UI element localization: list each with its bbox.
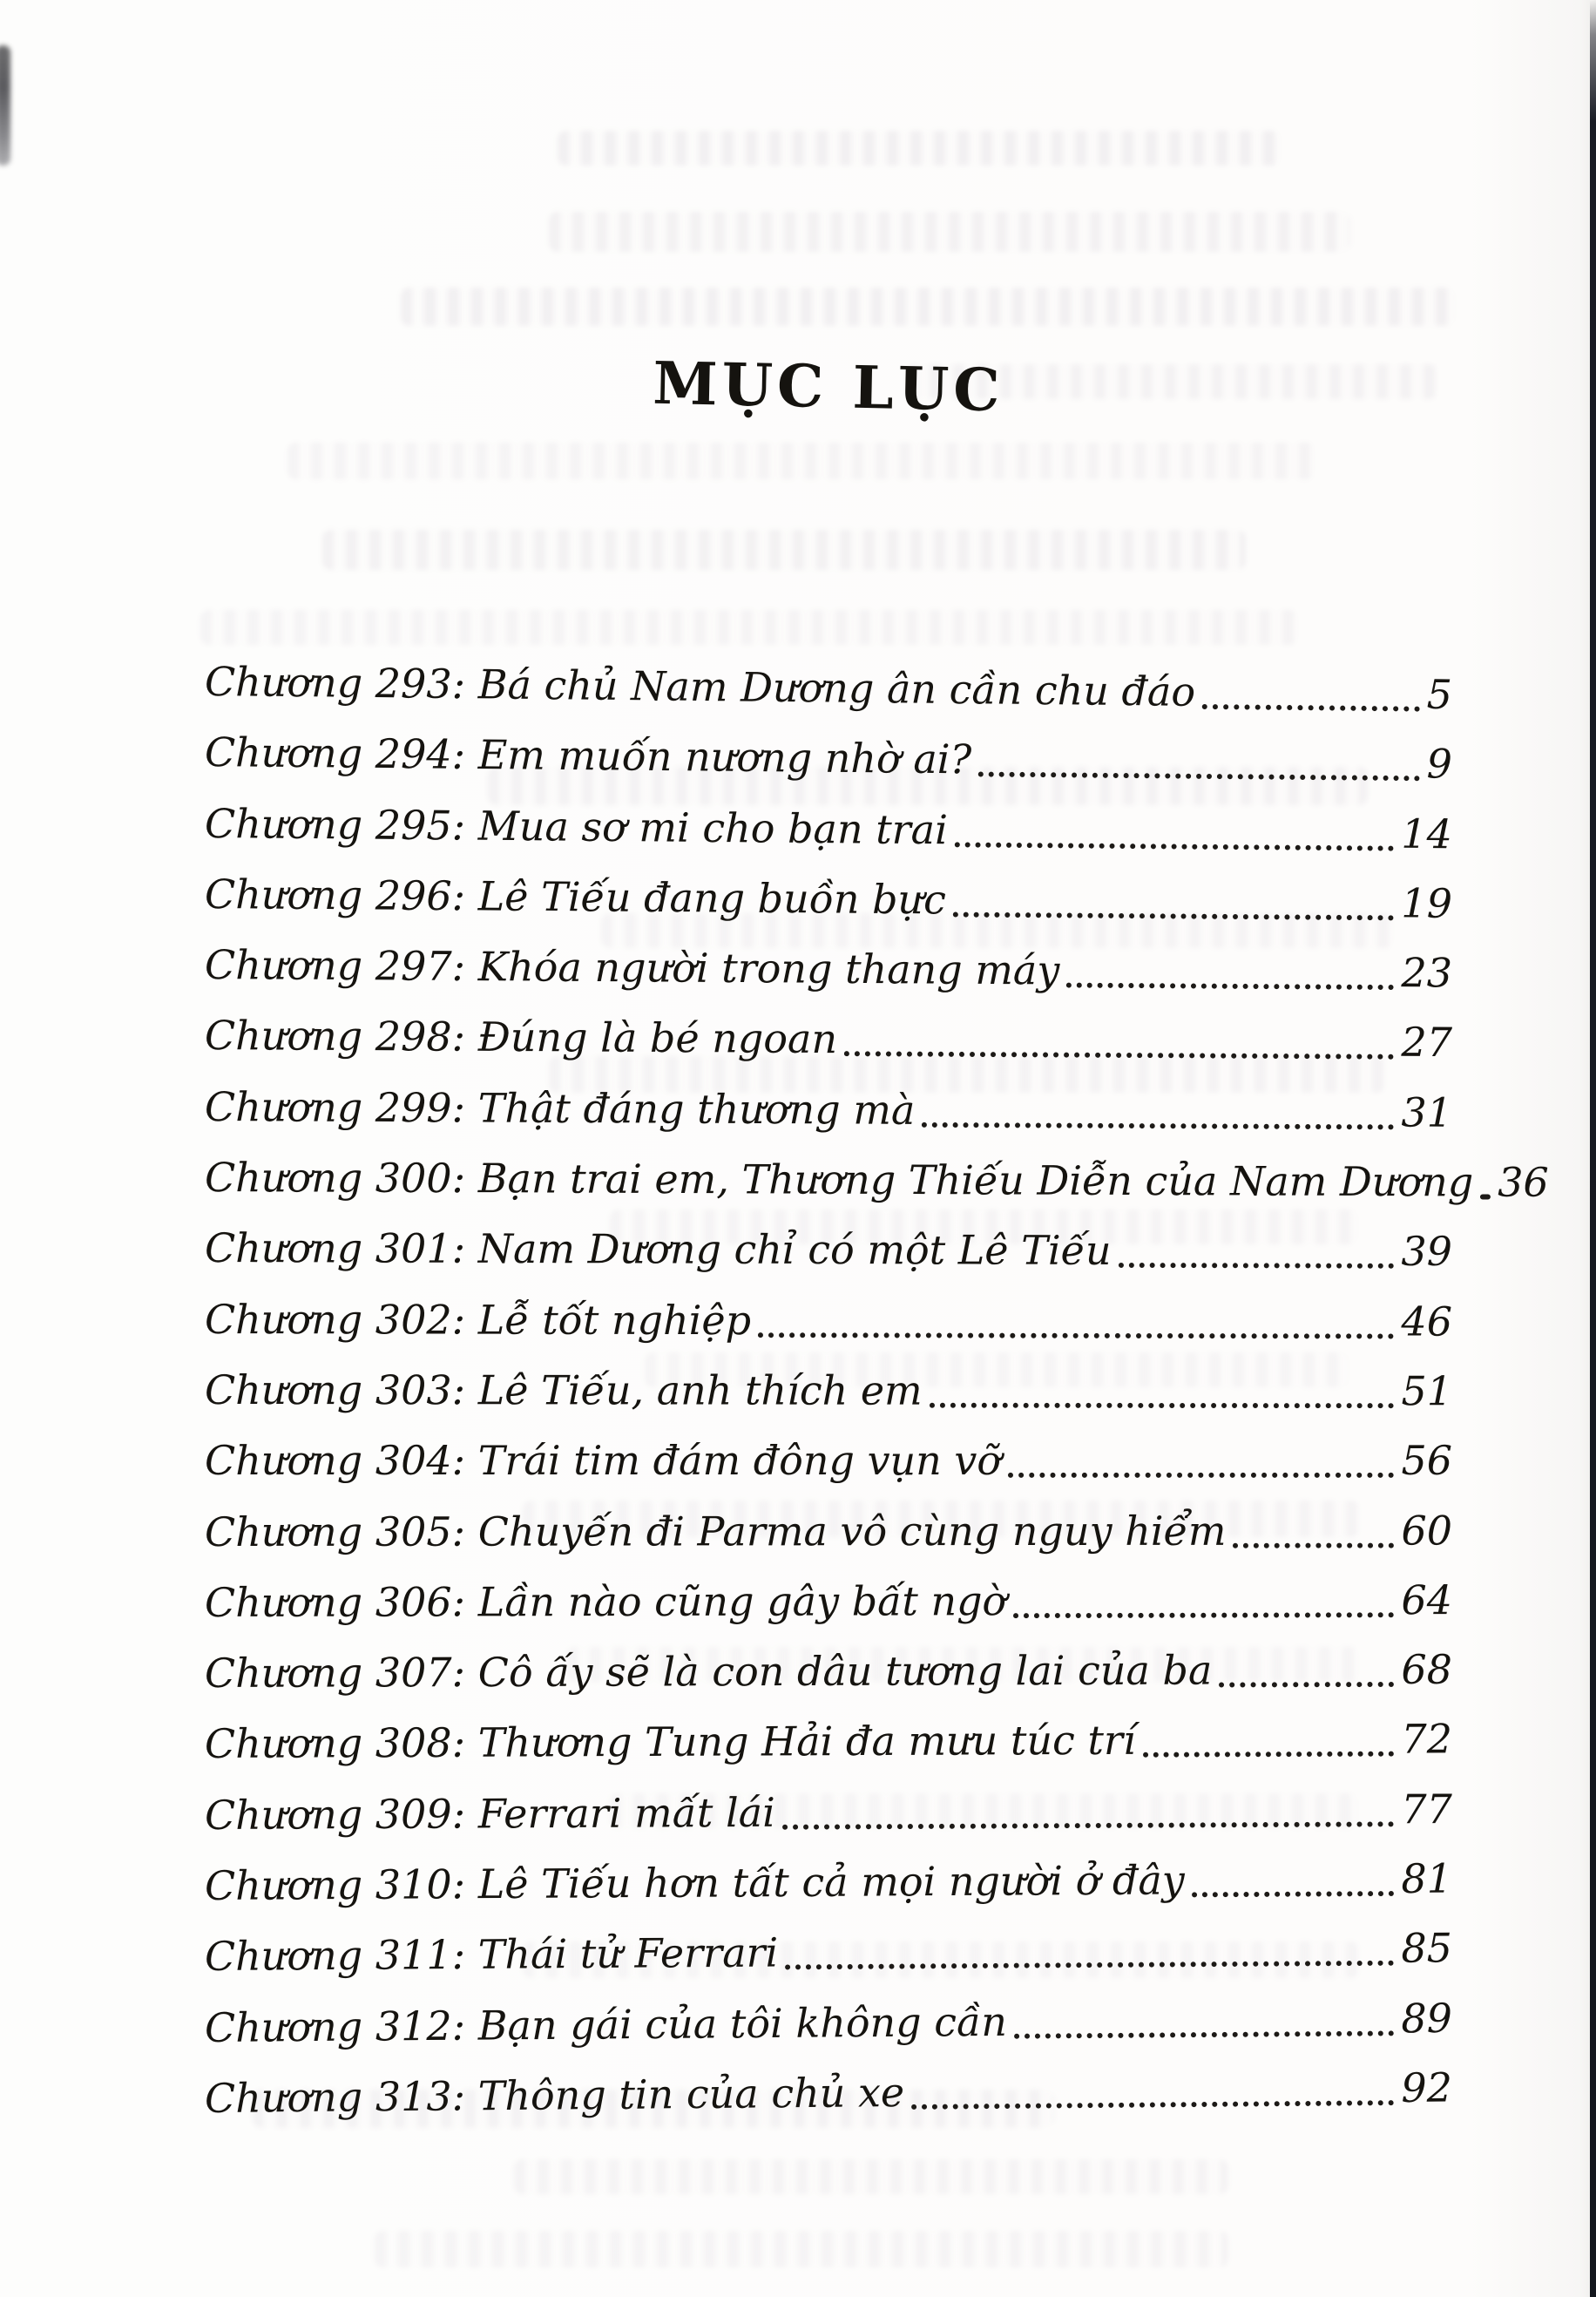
toc-entry-page: 56 bbox=[1401, 1437, 1453, 1485]
toc-entry bbox=[205, 789, 1453, 871]
dot-leader bbox=[775, 1774, 1400, 1848]
toc-entry-title: Chương 310: Lê Tiếu hơn tất cả mọi người ở đây bbox=[204, 1856, 1185, 1910]
dot-leader bbox=[915, 1075, 1399, 1148]
dot-leader bbox=[1111, 1216, 1399, 1287]
toc-entry-page: 68 bbox=[1401, 1645, 1453, 1694]
dot-leader bbox=[751, 1285, 1400, 1358]
toc-entry-title: Chương 305: Chuyến đi Parma vô cùng nguy hiểm bbox=[204, 1507, 1227, 1555]
toc-entry-title: Chương 303: Lê Tiếu, anh thích em bbox=[204, 1365, 923, 1414]
scan-edge bbox=[1590, 0, 1596, 2297]
toc-entry-title: Chương 297: Khóa người trong thang máy bbox=[204, 941, 1060, 994]
toc-entry bbox=[205, 1635, 1452, 1710]
toc-entry-title: Chương 295: Mua sơ mi cho bạn trai bbox=[204, 799, 949, 853]
dot-leader bbox=[1185, 1844, 1400, 1916]
toc-entry-page: 51 bbox=[1401, 1367, 1453, 1415]
dot-leader bbox=[971, 725, 1425, 800]
toc-entry bbox=[205, 2052, 1453, 2134]
toc-entry-page: 89 bbox=[1401, 1994, 1453, 2042]
toc-entry-page: 27 bbox=[1401, 1019, 1453, 1067]
toc-entry-title: Chương 300: Bạn trai em, Thương Thiếu Diễn của Nam Dương bbox=[204, 1154, 1474, 1206]
dot-leader bbox=[1473, 1148, 1496, 1218]
toc-entry bbox=[205, 1844, 1452, 1922]
toc-entry bbox=[205, 1983, 1453, 2063]
toc-entry-title: Chương 298: Đúng là bé ngoan bbox=[204, 1012, 838, 1063]
toc-entry-title: Chương 299: Thật đáng thương mà bbox=[204, 1082, 916, 1134]
dot-leader bbox=[1135, 1704, 1399, 1776]
dot-leader bbox=[1007, 1983, 1400, 2057]
toc-entry-page: 81 bbox=[1401, 1854, 1453, 1903]
bleedthrough-artifact bbox=[375, 2231, 1228, 2267]
toc-entry-title: Chương 312: Bạn gái của tôi không cần bbox=[204, 1997, 1008, 2051]
toc-entry bbox=[205, 1914, 1453, 1993]
page-title: MỤC LỤC bbox=[652, 348, 1005, 425]
toc-entry-page: 9 bbox=[1426, 740, 1453, 788]
dot-leader bbox=[778, 1914, 1400, 1989]
dot-leader bbox=[1006, 1565, 1399, 1636]
toc-entry-page: 85 bbox=[1401, 1924, 1453, 1972]
toc-entry-page: 39 bbox=[1401, 1228, 1453, 1276]
toc-entry-page: 77 bbox=[1401, 1785, 1453, 1833]
toc-entry-title: Chương 302: Lễ tốt nghiệp bbox=[204, 1295, 752, 1344]
toc-entry bbox=[205, 1000, 1452, 1078]
toc-entry-title: Chương 296: Lê Tiếu đang buồn bực bbox=[204, 870, 947, 924]
toc-entry bbox=[205, 1704, 1452, 1780]
dot-leader bbox=[947, 795, 1399, 870]
toc-entry-title: Chương 293: Bá chủ Nam Dương ân cần chu đáo bbox=[204, 658, 1196, 715]
dot-leader bbox=[1212, 1635, 1399, 1706]
bleedthrough-artifact bbox=[322, 530, 1246, 570]
toc-entry-page: 36 bbox=[1498, 1158, 1549, 1206]
toc-entry-title: Chương 313: Thông tin của chủ xe bbox=[204, 2068, 905, 2122]
toc-entry-page: 31 bbox=[1401, 1088, 1453, 1136]
toc-entry bbox=[205, 717, 1453, 800]
toc-entry bbox=[205, 1355, 1452, 1427]
bleedthrough-artifact bbox=[287, 443, 1315, 479]
toc-entry bbox=[204, 1142, 1549, 1218]
dot-leader bbox=[1059, 936, 1400, 1009]
toc-list bbox=[204, 647, 1549, 2134]
toc-entry-page: 72 bbox=[1401, 1715, 1453, 1764]
bleedthrough-artifact bbox=[549, 212, 1350, 252]
toc-entry-title: Chương 304: Trái tim đám đông vụn vỡ bbox=[204, 1437, 1002, 1485]
toc-entry-title: Chương 307: Cô ấy sẽ là con dâu tương lai của ba bbox=[204, 1646, 1213, 1697]
dot-leader bbox=[1001, 1426, 1399, 1496]
bleedthrough-artifact bbox=[514, 2159, 1228, 2194]
toc-entry-title: Chương 294: Em muốn nương nhờ ai? bbox=[204, 728, 972, 783]
dot-leader bbox=[946, 864, 1400, 938]
toc-entry bbox=[205, 1284, 1452, 1358]
toc-entry-title: Chương 308: Thương Tung Hải đa mưu túc trí bbox=[204, 1717, 1136, 1768]
toc-entry-page: 46 bbox=[1401, 1298, 1453, 1345]
scan-smudge bbox=[0, 45, 10, 166]
toc-entry bbox=[205, 647, 1453, 730]
toc-entry bbox=[205, 1774, 1452, 1851]
bleedthrough-artifact bbox=[558, 131, 1281, 166]
toc-entry bbox=[205, 930, 1453, 1009]
dot-leader bbox=[904, 2053, 1400, 2128]
toc-entry-page: 60 bbox=[1401, 1507, 1453, 1555]
dot-leader bbox=[1195, 657, 1425, 730]
toc-entry bbox=[205, 1426, 1452, 1496]
toc-entry-page: 92 bbox=[1401, 2063, 1453, 2111]
toc-entry-page: 19 bbox=[1401, 879, 1453, 927]
toc-entry bbox=[205, 1072, 1452, 1148]
toc-entry-title: Chương 311: Thái tử Ferrari bbox=[204, 1928, 779, 1981]
toc-entry-page: 64 bbox=[1401, 1575, 1453, 1624]
toc-entry-title: Chương 306: Lần nào cũng gây bất ngờ bbox=[204, 1577, 1007, 1626]
toc-entry-page: 14 bbox=[1401, 810, 1453, 857]
toc-entry-page: 23 bbox=[1401, 949, 1453, 997]
toc-entry-title: Chương 309: Ferrari mất lái bbox=[204, 1788, 775, 1839]
toc-entry bbox=[205, 1495, 1452, 1568]
bleedthrough-artifact bbox=[200, 610, 1298, 645]
bleedthrough-artifact bbox=[401, 288, 1455, 326]
toc-entry bbox=[205, 859, 1453, 939]
dot-leader bbox=[923, 1356, 1400, 1427]
toc-entry-page: 5 bbox=[1426, 670, 1453, 718]
toc-entry bbox=[205, 1213, 1452, 1287]
toc-entry-title: Chương 301: Nam Dương chỉ có một Lê Tiếu bbox=[204, 1224, 1112, 1275]
toc-entry bbox=[205, 1565, 1452, 1638]
dot-leader bbox=[837, 1005, 1400, 1079]
dot-leader bbox=[1226, 1495, 1399, 1567]
